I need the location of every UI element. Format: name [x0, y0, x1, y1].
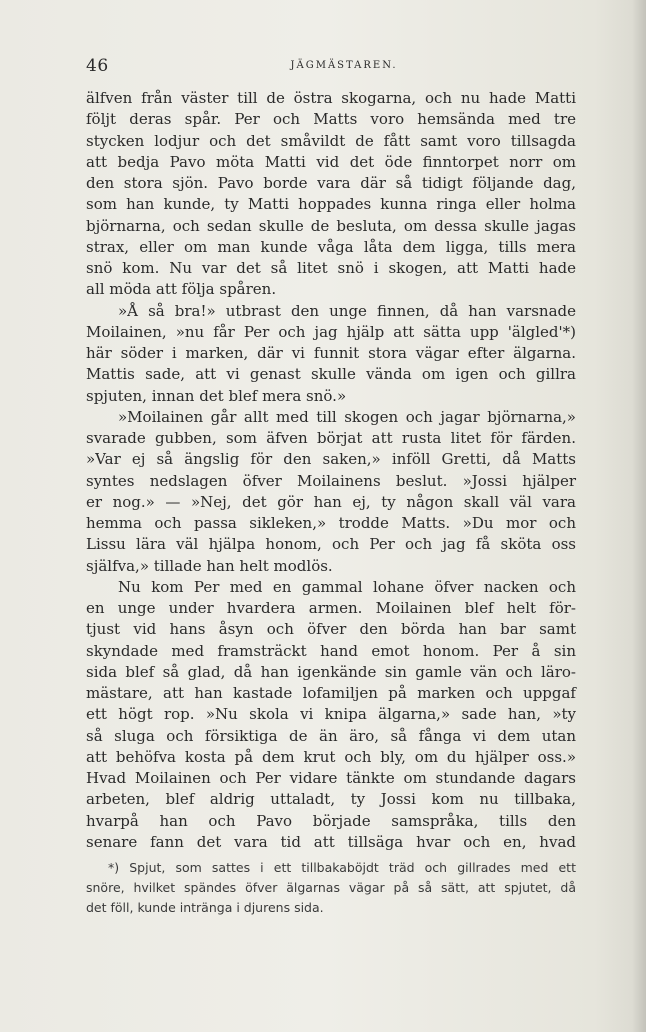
text-line: arbeten, blef aldrig uttaladt, ty Jossi kom nu tillbaka,: [86, 790, 576, 809]
text-line: älfven från väster till de östra skogarna, och nu hade Matti: [86, 89, 576, 107]
text-line: »Moilainen går allt med till skogen och jagar björnarna,»: [118, 407, 576, 426]
text-line: snö kom. Nu var det så litet snö i skogen, att Matti hade: [86, 259, 576, 277]
text-line: här söder i marken, där vi funnit stora vägar efter älgarna.: [86, 344, 576, 362]
text-line: syntes nedslagen öfver Moilainens beslut. »Jossi hjälper: [86, 471, 576, 490]
text-line: Mattis sade, att vi genast skulle vända om igen och gillra: [86, 365, 576, 384]
text-line: senare fann det vara tid att tillsäga hvar och en, hvad: [86, 832, 576, 851]
text-line: stycken lodjur och det småvildt de fått samt voro tillsagda: [86, 131, 576, 150]
text-line: »Å så bra!» utbrast den unge finnen, då han varsnade: [118, 301, 576, 320]
text-line: en unge under hvardera armen. Moilainen blef helt för-: [86, 599, 576, 617]
text-line: hvarpå han och Pavo började samspråka, tills den: [86, 811, 576, 830]
page-edge-shadow: [632, 0, 646, 1032]
text-line: strax, eller om man kunde våga låta dem ligga, tills mera: [86, 237, 576, 256]
text-line: skyndade med framsträckt hand emot honom. Per å sin: [86, 641, 576, 660]
text-line: hemma och passa sikleken,» trodde Matts. »Du mor och: [86, 514, 576, 532]
text-line: »Var ej så ängslig för den saken,» inföll Gretti, då Matts: [86, 450, 576, 469]
footnote-line: *) Spjut, som sattes i ett tillbakaböjdt träd och gillrades med ett: [108, 860, 576, 875]
text-line: som han kunde, ty Matti hoppades kunna ringa eller holma: [86, 195, 576, 214]
text-line: tjust vid hans åsyn och öfver den börda han bar samt: [86, 620, 576, 639]
text-line: Moilainen, »nu får Per och jag hjälp att sätta upp 'älgled'*): [86, 322, 576, 341]
text-line: Lissu lära väl hjälpa honom, och Per och jag få sköta oss: [86, 535, 576, 554]
text-line: ett högt rop. »Nu skola vi knipa älgarna,» sade han, »ty: [86, 705, 576, 724]
text-line: själfva,» tillade han helt modlös.: [86, 556, 333, 575]
footnote-line: snöre, hvilket spändes öfver älgarnas vägar på så sätt, att spjutet, då: [86, 880, 576, 895]
text-line: att behöfva kosta på dem krut och bly, om du hjälper oss.»: [86, 747, 576, 766]
text-line: spjuten, innan det blef mera snö.»: [86, 386, 347, 405]
text-line: följt deras spår. Per och Matts voro hemsända med tre: [86, 110, 576, 129]
body-text: [86, 88, 576, 853]
running-head: JÄGMÄSTAREN.: [290, 60, 398, 71]
text-line: mästare, att han kastade lofamiljen på marken och uppgaf: [86, 684, 576, 702]
text-line: björnarna, och sedan skulle de besluta, om dessa skulle jagas: [86, 216, 576, 235]
text-line: all möda att följa spåren.: [86, 280, 277, 299]
footnote-line: det föll, kunde inträngа i djurens sida.: [86, 900, 324, 915]
page-number: 46: [86, 56, 109, 76]
text-line: att bedja Pavo möta Matti vid det öde finntorpet norr om: [86, 152, 576, 171]
text-line: svarade gubben, som äfven börjat att rusta litet för färden.: [86, 429, 576, 447]
text-line: sida blef så glad, då han igenkände sin gamle vän och läro-: [86, 662, 576, 681]
text-line: er nog.» — »Nej, det gör han ej, ty någon skall väl vara: [86, 492, 576, 511]
page-header: [86, 56, 572, 76]
text-line: Hvad Moilainen och Per vidare tänkte om stundande dagars: [86, 769, 576, 787]
footnote: [86, 858, 576, 918]
text-line: den stora sjön. Pavo borde vara där så tidigt följande dag,: [86, 174, 576, 192]
text-line: så sluga och försiktiga de än äro, så fånga vi dem utan: [86, 726, 576, 745]
text-line: Nu kom Per med en gammal lohane öfver nacken och: [118, 577, 576, 596]
